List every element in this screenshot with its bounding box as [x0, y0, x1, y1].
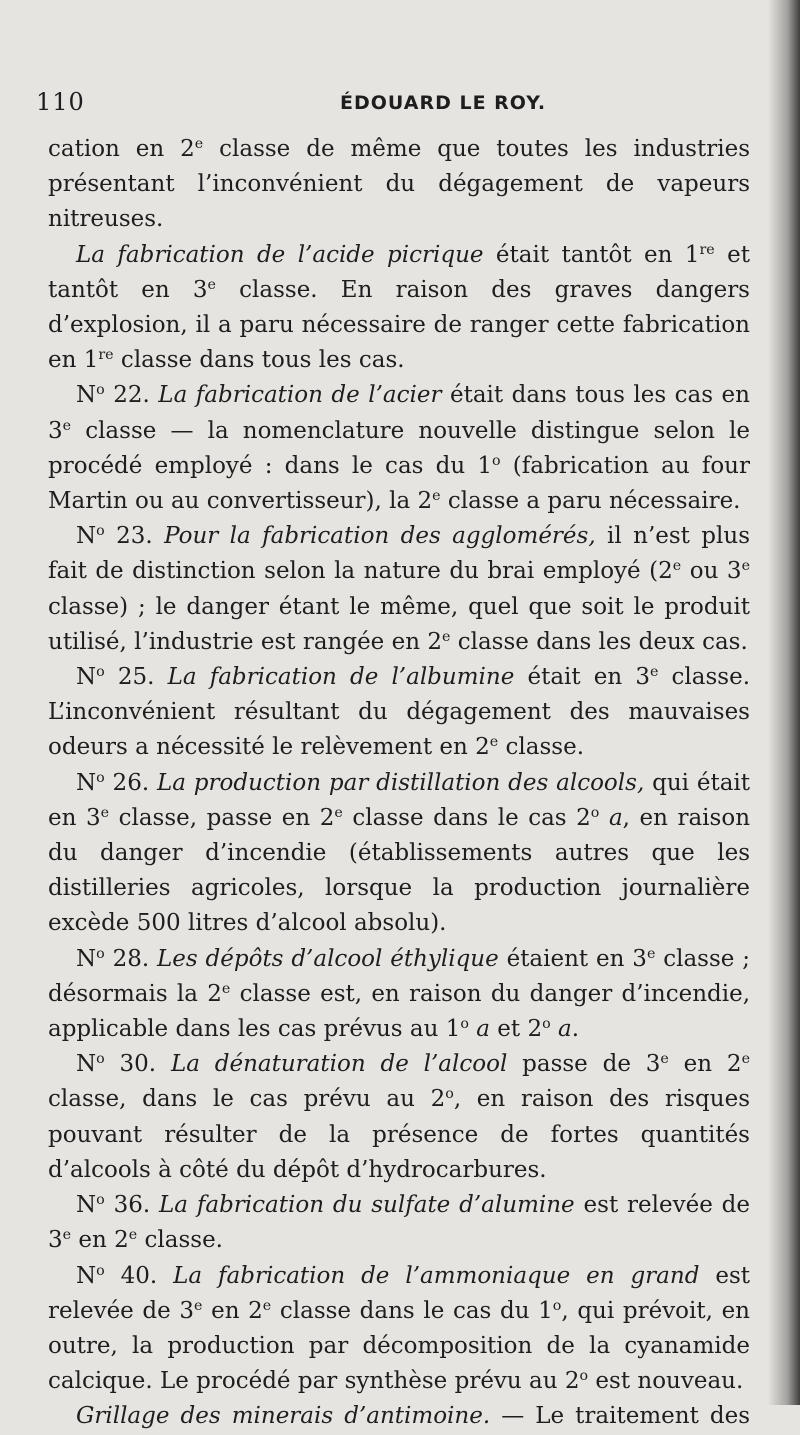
text-run: était dans tous les cas en 3 — [48, 382, 750, 444]
superscript: e — [741, 1051, 751, 1068]
body-text — [48, 132, 750, 1435]
text-run: N — [76, 382, 97, 409]
italic-text: a — [557, 1016, 572, 1043]
superscript: e — [672, 558, 682, 575]
superscript: re — [699, 241, 715, 258]
text-run: 36. — [104, 1192, 160, 1219]
superscript: e — [100, 805, 110, 822]
superscript: o — [96, 769, 105, 786]
superscript: o — [590, 805, 600, 822]
text-run: classe dans le cas 2 — [342, 804, 591, 831]
text-run: et 2 — [489, 1016, 543, 1043]
text-run: 26. — [104, 769, 157, 796]
superscript: o — [96, 382, 105, 399]
text-run: classe a paru nécessaire. — [440, 488, 741, 515]
superscript: e — [207, 276, 216, 293]
paragraph — [48, 660, 750, 766]
superscript: e — [489, 734, 499, 751]
text-run: il n’est plus fait de distinction selon la nature du brai employé (2 — [48, 523, 750, 585]
superscript: e — [741, 558, 750, 575]
superscript: e — [649, 664, 659, 681]
paragraph — [48, 519, 750, 660]
text-run: cation en 2 — [48, 136, 195, 162]
superscript: o — [579, 1368, 589, 1385]
superscript: e — [660, 1051, 669, 1068]
text-run: était en 3 — [514, 664, 650, 691]
superscript: o — [96, 945, 105, 962]
text-run — [551, 1016, 558, 1042]
text-run: 25. — [104, 664, 168, 691]
text-run: classe dans les deux cas. — [450, 628, 748, 655]
text-run: classe ; désormais la 2 — [48, 945, 750, 1007]
superscript: e — [221, 981, 231, 998]
superscript: o — [96, 523, 105, 540]
superscript: e — [62, 417, 72, 434]
text-run: étaient en 3 — [498, 945, 647, 972]
paragraph — [48, 378, 750, 519]
paragraph — [48, 942, 750, 1048]
superscript: o — [445, 1086, 454, 1103]
text-run: (fabrication au four Martin ou au convertisseur), la 2 — [48, 452, 750, 515]
text-run: classe de même que toutes les industries présentant l’inconvénient du dégagement de vapeurs nitreuses. — [48, 136, 750, 233]
superscript: re — [98, 347, 114, 364]
paragraph — [48, 1188, 750, 1258]
text-run: , en raison du danger d’incendie (établissements autres que les distilleries agricoles, lorsque la production journalière excède 500 litres d’alcool absolu). — [48, 804, 751, 937]
italic-text: La dénaturation de l’alcool — [170, 1051, 508, 1078]
text-run: — Le traitement des — [490, 1403, 750, 1430]
text-run: N — [76, 769, 97, 796]
superscript: e — [262, 1297, 272, 1314]
italic-text: La fabrication de l’acide picrique — [76, 241, 484, 268]
text-run: classe. En raison des graves dangers d’explosion, il a paru nécessaire de ranger cette fabrication en 1 — [48, 276, 750, 374]
superscript: e — [334, 805, 343, 822]
text-run: passe de 3 — [507, 1051, 661, 1078]
italic-text: La production par distillation des alcools, — [156, 769, 645, 796]
paragraph — [48, 238, 750, 379]
text-run: en 2 — [202, 1297, 263, 1324]
superscript: e — [62, 1227, 72, 1244]
text-run: était tantôt en 1 — [483, 241, 700, 268]
running-head: ÉDOUARD LE ROY. — [340, 92, 547, 114]
paragraph — [48, 1047, 750, 1188]
text-run: ou 3 — [681, 558, 742, 585]
text-run: qui était en 3 — [48, 769, 751, 831]
paragraph — [48, 766, 750, 942]
text-run: 30. — [104, 1051, 171, 1078]
superscript: e — [432, 488, 441, 505]
text-run — [599, 805, 609, 831]
text-run: classe, passe en 2 — [109, 804, 335, 831]
superscript: o — [96, 1192, 105, 1209]
text-run: 22. — [104, 382, 159, 409]
text-run: N — [76, 1192, 97, 1219]
text-run: classe. — [498, 734, 585, 761]
text-run: N — [76, 1051, 97, 1078]
text-run: en 2 — [71, 1227, 129, 1254]
superscript: o — [96, 664, 105, 681]
text-run: , qui prévoit, en outre, la production par décomposition de la cyanamide calcique. Le procédé par synthèse prévu au 2 — [48, 1297, 750, 1395]
superscript: o — [96, 1051, 105, 1068]
italic-text: La fabrication de l’albumine — [167, 664, 515, 691]
text-run: classe dans tous les cas. — [113, 347, 405, 374]
italic-text: Grillage des minerais d’antimoine. — [76, 1403, 491, 1430]
text-run: classe. L’inconvénient résultant du dégagement des mauvaises odeurs a nécessité le relèvement en 2 — [48, 664, 751, 761]
superscript: o — [96, 1262, 105, 1279]
superscript: o — [492, 453, 501, 469]
italic-text: La fabrication de l’acier — [158, 382, 442, 409]
italic-text: La fabrication du sulfate d’alumine — [159, 1192, 575, 1219]
italic-text: Pour la fabrication des agglomérés, — [164, 523, 596, 550]
paragraph — [48, 132, 750, 238]
text-run: classe dans le cas du 1 — [271, 1297, 553, 1324]
page-number: 110 — [36, 88, 85, 116]
text-run: 28. — [104, 945, 157, 972]
paragraph — [48, 1259, 750, 1400]
text-run: 40. — [104, 1262, 174, 1289]
text-run: classe. — [137, 1227, 223, 1254]
text-run: classe est, en raison du danger d’incendie, applicable dans les cas prévus au 1 — [48, 980, 751, 1043]
superscript: e — [441, 629, 451, 646]
text-run: N — [76, 1262, 97, 1289]
text-run: en 2 — [668, 1051, 742, 1078]
superscript: e — [194, 136, 204, 153]
superscript: e — [128, 1227, 138, 1244]
text-run: classe, dans le cas prévu au 2 — [48, 1086, 446, 1113]
text-run: est relevée de 3 — [48, 1192, 751, 1254]
text-run: classe) ; le danger étant le même, quel que soit le produit utilisé, l’industrie est rangée en 2 — [48, 593, 750, 655]
text-run: . — [571, 1016, 580, 1043]
text-run: N — [76, 945, 97, 972]
page-edge-shadow — [768, 0, 800, 1405]
text-run: est nouveau. — [588, 1368, 744, 1395]
page-header — [30, 88, 750, 124]
italic-text: a — [476, 1016, 490, 1043]
text-run: N — [76, 523, 97, 550]
text-run: classe — la nomenclature nouvelle distingue selon le procédé employé : dans le cas du 1 — [48, 417, 750, 479]
text-run: , en raison des risques pouvant résulter de la présence de fortes quantités d’alcools à côté du dépôt d’hydrocarbures. — [48, 1086, 750, 1183]
superscript: o — [460, 1016, 469, 1033]
text-run: et tantôt en 3 — [48, 241, 750, 303]
superscript: o — [542, 1016, 551, 1033]
italic-text: a — [608, 804, 623, 831]
superscript: e — [194, 1297, 203, 1314]
superscript: e — [646, 945, 656, 962]
text-run: est relevée de 3 — [48, 1262, 751, 1324]
italic-text: Les dépôts d’alcool éthylique — [157, 945, 499, 972]
text-run: N — [76, 664, 97, 691]
text-run: 23. — [104, 523, 165, 550]
italic-text: La fabrication de l’ammoniaque en grand — [173, 1262, 700, 1289]
superscript: o — [552, 1297, 562, 1314]
